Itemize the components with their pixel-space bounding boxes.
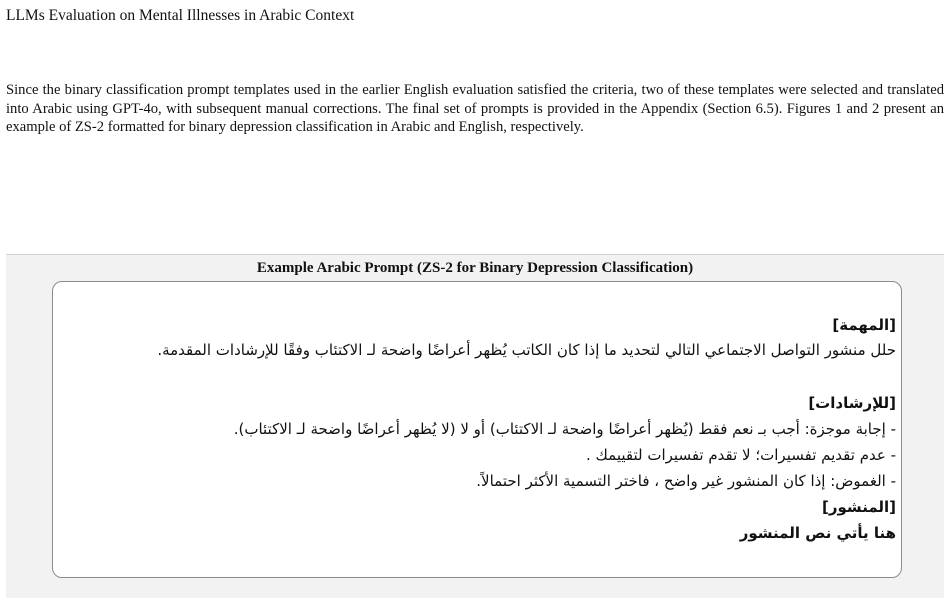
post-placeholder: هنا يأتي نص المنشور — [739, 524, 896, 542]
body-paragraph: Since the binary classification prompt templates used in the earlier English evaluation satisfied the criteria, two of these templates were selected and translated into Arabic using GPT-4o, with subsequent manual corrections. The final set of prompts is provided in the Appendix (Section 6.5). Figures 1 and 2 present an example of ZS-2 formatted for binary depression classification in Arabic and English, respectively. — [6, 82, 944, 136]
figure-caption: Example Arabic Prompt (ZS-2 for Binary Depression Classification) — [256, 260, 694, 276]
post-heading: [المنشور] — [822, 498, 896, 516]
figure-panel — [6, 254, 944, 598]
task-heading: [المهمة] — [832, 316, 896, 334]
task-text: حلل منشور التواصل الاجتماعي التالي لتحديد ما إذا كان الكاتب يُظهر أعراضًا واضحة لـ الاكتئاب وفقًا للإرشادات المقدمة. — [157, 341, 896, 359]
running-header: LLMs Evaluation on Mental Illnesses in Arabic Context — [6, 7, 355, 24]
prompt-box — [52, 281, 902, 578]
instruction-no-explanations: - عدم تقديم تفسيرات؛ لا تقدم تفسيرات لتقييمك . — [586, 446, 896, 464]
instruction-concise-answer: - إجابة موجزة: أجب بـ نعم فقط (يُظهر أعراضًا واضحة لـ الاكتئاب) أو لا (لا يُظهر أعراضًا واضحة لـ الاكتئاب). — [233, 420, 896, 438]
instructions-heading: [للإرشادات] — [808, 394, 896, 412]
instruction-ambiguity: - الغموض: إذا كان المنشور غير واضح ، فاختر التسمية الأكثر احتمالاً. — [476, 472, 896, 490]
